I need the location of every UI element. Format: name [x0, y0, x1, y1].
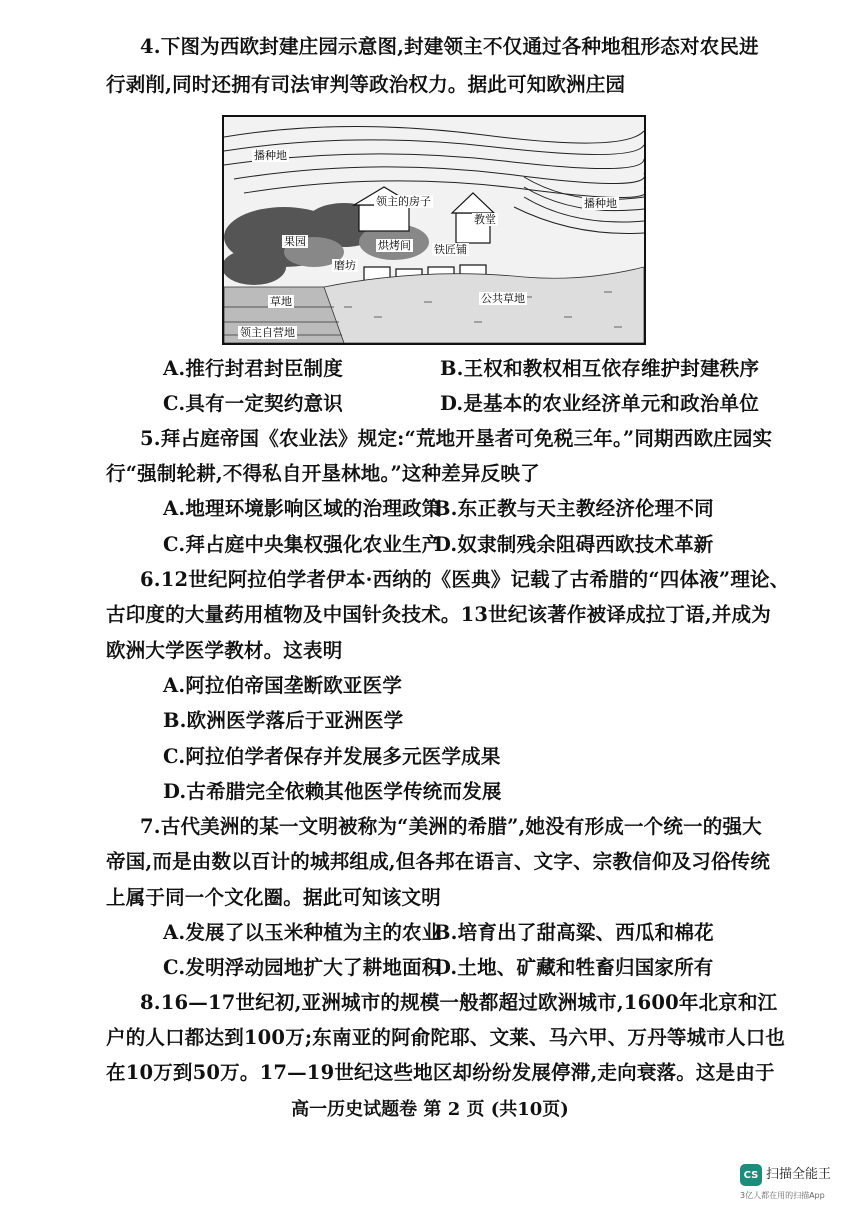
- q6-stem-line-3: 欧洲大学医学教材。这表明: [106, 639, 343, 662]
- q7-option-b: B.培育出了甜高粱、西瓜和棉花: [434, 921, 714, 944]
- q7-option-d: D.土地、矿藏和牲畜归国家所有: [434, 956, 714, 979]
- label-sowing-land-right: 播种地: [584, 197, 617, 210]
- label-oven: 烘烤间: [378, 239, 411, 252]
- label-common-meadow: 公共草地: [481, 292, 525, 305]
- q4-stem-line-1: 4.下图为西欧封建庄园示意图,封建领主不仅通过各种地租形态对农民进: [140, 35, 759, 58]
- q7-stem-line-3: 上属于同一个文化圈。据此可知该文明: [106, 886, 441, 909]
- q5-option-d: D.奴隶制残余阻碍西欧技术革新: [434, 533, 714, 556]
- q4-stem-line-2: 行剥削,同时还拥有司法审判等政治权力。据此可知欧洲庄园: [106, 73, 626, 96]
- q6-option-d: D.古希腊完全依赖其他医学传统而发展: [163, 780, 502, 803]
- q8-stem-line-1: 8.16—17世纪初,亚洲城市的规模一般都超过欧洲城市,1600年北京和江: [140, 991, 778, 1014]
- q4-option-d: D.是基本的农业经济单元和政治单位: [440, 392, 759, 415]
- q6-stem-line-1: 6.12世纪阿拉伯学者伊本·西纳的《医典》记载了古希腊的“四体液”理论、: [140, 568, 790, 591]
- q6-option-b: B.欧洲医学落后于亚洲医学: [163, 709, 404, 732]
- q6-option-a: A.阿拉伯帝国垄断欧亚医学: [163, 674, 403, 697]
- label-demesne: 领主自营地: [240, 326, 295, 339]
- manor-diagram: [222, 115, 646, 345]
- q4-option-a: A.推行封君封臣制度: [163, 357, 343, 380]
- label-sowing-land-left: 播种地: [254, 149, 287, 162]
- scanner-watermark: [740, 1164, 852, 1208]
- q7-option-a: A.发展了以玉米种植为主的农业: [163, 921, 442, 944]
- q8-stem-line-2: 户的人口都达到100万;东南亚的阿俞陀耶、文莱、马六甲、万丹等城市人口也: [106, 1026, 786, 1049]
- q5-option-c: C.拜占庭中央集权强化农业生产: [163, 533, 442, 556]
- q6-stem-line-2: 古印度的大量药用植物及中国针灸技术。13世纪该著作被译成拉丁语,并成为: [106, 603, 771, 626]
- q5-option-a: A.地理环境影响区域的治理政策: [163, 497, 442, 520]
- q5-option-b: B.东正教与天主教经济伦理不同: [434, 497, 714, 520]
- label-meadow: 草地: [270, 295, 292, 308]
- q6-option-c: C.阿拉伯学者保存并发展多元医学成果: [163, 745, 501, 768]
- label-blacksmith: 铁匠铺: [434, 243, 467, 256]
- q7-option-c: C.发明浮动园地扩大了耕地面积: [163, 956, 442, 979]
- label-mill: 磨坊: [334, 259, 356, 272]
- label-church: 教堂: [474, 213, 496, 226]
- q4-option-b: B.王权和教权相互依存维护封建秩序: [440, 357, 760, 380]
- page-footer: 高一历史试题卷 第 2 页 (共10页): [291, 1099, 569, 1120]
- watermark-tagline: 3亿人都在用的扫描App: [740, 1191, 825, 1200]
- q8-stem-line-3: 在10万到50万。17—19世纪这些地区却纷纷发展停滞,走向衰落。这是由于: [106, 1061, 775, 1084]
- q4-option-c: C.具有一定契约意识: [163, 392, 343, 415]
- camscanner-logo-icon: CS: [740, 1164, 762, 1186]
- watermark-app-name: 扫描全能王: [766, 1167, 832, 1182]
- q5-stem-line-2: 行“强制轮耕,不得私自开垦林地。”这种差异反映了: [106, 462, 540, 485]
- label-manor-house: 领主的房子: [376, 195, 431, 208]
- label-orchard: 果园: [284, 235, 306, 248]
- q7-stem-line-1: 7.古代美洲的某一文明被称为“美洲的希腊”,她没有形成一个统一的强大: [140, 815, 762, 838]
- q5-stem-line-1: 5.拜占庭帝国《农业法》规定:“荒地开垦者可免税三年。”同期西欧庄园实: [140, 427, 773, 450]
- q7-stem-line-2: 帝国,而是由数以百计的城邦组成,但各邦在语言、文字、宗教信仰及习俗传统: [106, 850, 771, 873]
